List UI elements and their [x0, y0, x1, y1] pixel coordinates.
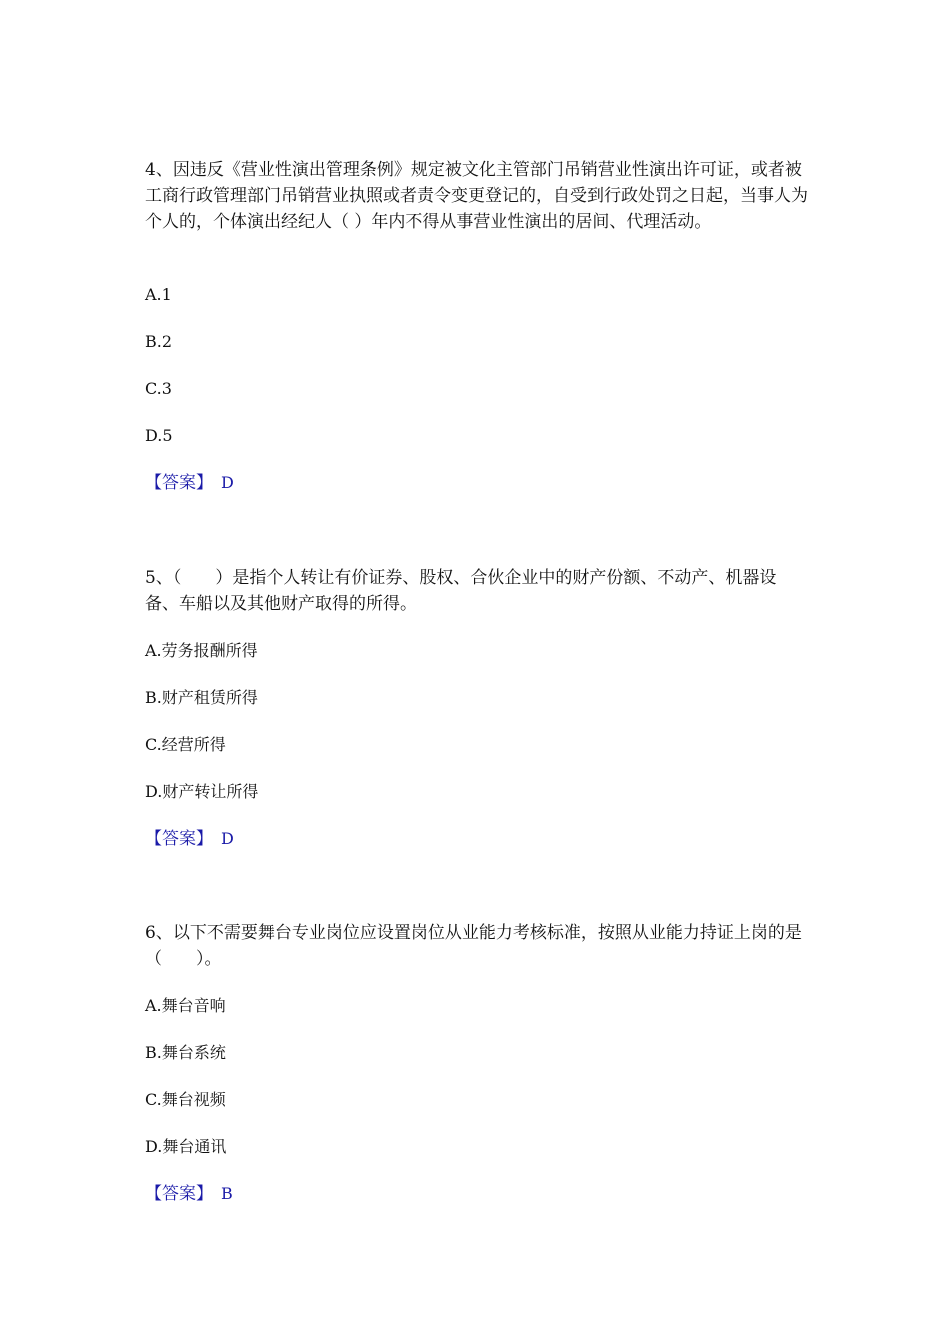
question-6 [145, 920, 810, 1204]
option-a: A.劳务报酬所得 [145, 641, 258, 660]
question-5 [145, 565, 810, 849]
answer-label: 【答案】 [145, 473, 213, 493]
answer-value: B [221, 1184, 233, 1203]
option-c: C.经营所得 [145, 735, 226, 754]
question-stem: 5、（ ）是指个人转让有价证券、股权、合伙企业中的财产份额、不动产、机器设备、车船以及其他财产取得的所得。 [145, 568, 777, 614]
option-d: D.舞台通讯 [145, 1137, 227, 1156]
option-c: C.3 [145, 379, 172, 398]
answer-line [145, 829, 234, 849]
option-c: C.舞台视频 [145, 1090, 226, 1109]
answer-value: D [221, 829, 234, 848]
answer-label: 【答案】 [145, 1184, 213, 1204]
question-stem: 4、因违反《营业性演出管理条例》规定被文化主管部门吊销营业性演出许可证，或者被工商行政管理部门吊销营业执照或者责令变更登记的，自受到行政处罚之日起，当事人为个人的，个体演出经纪人（ ）年内不得从事营业性演出的居间、代理活动。 [145, 160, 808, 232]
answer-label: 【答案】 [145, 829, 213, 849]
option-d: D.5 [145, 426, 173, 445]
answer-line [145, 1184, 233, 1204]
answer-value: D [221, 473, 234, 492]
option-d: D.财产转让所得 [145, 782, 259, 801]
question-4 [145, 157, 810, 493]
option-b: B.2 [145, 332, 173, 351]
option-a: A.1 [145, 285, 172, 304]
option-b: B.舞台系统 [145, 1043, 226, 1062]
option-a: A.舞台音响 [145, 996, 226, 1015]
option-b: B.财产租赁所得 [145, 688, 258, 707]
question-stem: 6、以下不需要舞台专业岗位应设置岗位从业能力考核标准，按照从业能力持证上岗的是（ ）。 [145, 923, 802, 969]
answer-line [145, 473, 234, 493]
